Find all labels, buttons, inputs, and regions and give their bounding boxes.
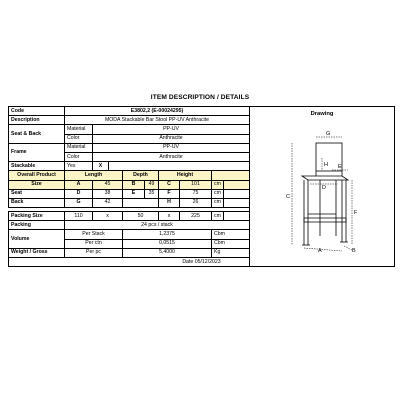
volume-label: Volume [9, 230, 65, 248]
weight-label: Weight / Gross [9, 248, 65, 257]
stool-drawing [272, 128, 372, 253]
description-label: Description [9, 116, 65, 125]
frame-color: Anthracite [93, 152, 250, 161]
stackable-label: Stackable [9, 162, 65, 171]
per-stack-value: 1,2375 [123, 230, 212, 239]
seat-length-value: 38 [93, 189, 123, 198]
frame-material: PP-UV [93, 143, 250, 152]
seat-blank [224, 189, 250, 198]
length-value: 45 [93, 180, 123, 189]
letter-c: C [286, 194, 290, 200]
seat-unit: cm [212, 189, 224, 198]
code-label: Code [9, 107, 65, 116]
per-pc-label: Per pc [65, 248, 123, 257]
packing-label: Packing [9, 221, 65, 230]
seat-height-value: 75 [180, 189, 212, 198]
back-label: Back [9, 198, 65, 207]
code-value: E3802,2 (E-00024295) [65, 107, 250, 116]
overall-header: Overall Product [9, 171, 65, 180]
height-header: Height [159, 171, 212, 180]
date-row [9, 258, 395, 267]
description-value: MODA Stackable Bar Stool PP-UV Anthracite [65, 116, 250, 125]
letter-a-cell: A [65, 180, 93, 189]
dim-line-a [304, 248, 342, 251]
code-row [9, 107, 395, 116]
depth-header: Depth [123, 171, 159, 180]
per-stack-label: Per Stack [65, 230, 123, 239]
letter-e-cell: E [123, 189, 145, 198]
letter-a: A [318, 248, 322, 253]
stackable-mark: X [93, 162, 109, 171]
overall-unit: cm [212, 180, 224, 189]
height-value: 101 [180, 180, 212, 189]
length-header: Length [65, 171, 123, 180]
letter-c-cell: C [159, 180, 180, 189]
sheet-title: ITEM DESCRIPTION / DETAILS [150, 94, 250, 101]
letter-b: B [352, 248, 356, 253]
packing-size-blank [224, 212, 250, 221]
packing-x2: x [159, 212, 180, 221]
per-stack-unit: Cbm [212, 230, 250, 239]
depth-value: 49 [145, 180, 159, 189]
letter-h-cell: H [159, 198, 180, 207]
overall-blank [224, 180, 250, 189]
seat-back-material: PP-UV [93, 125, 250, 134]
per-ctn-value: 0,0515 [123, 239, 212, 248]
spec-table [8, 106, 395, 267]
letter-d: D [322, 185, 326, 191]
packing-height: 225 [180, 212, 212, 221]
seat-label: Seat [9, 189, 65, 198]
back-height-value: 26 [180, 198, 212, 207]
packing-length: 110 [65, 212, 93, 221]
letter-f-cell: F [159, 189, 180, 198]
letter-g-cell: G [65, 198, 93, 207]
seat-shape [302, 176, 348, 180]
per-ctn-unit: Cbm [212, 239, 250, 248]
date-text: Date 05/12/2023 [9, 258, 395, 267]
packing-size-label: Packing Size [9, 212, 65, 221]
back-length-value: 42 [93, 198, 123, 207]
stackable-blank [109, 162, 250, 171]
letter-b-cell: B [123, 180, 145, 189]
back-depth-blank [123, 198, 159, 207]
stackable-yes-label: Yes [65, 162, 93, 171]
letter-f: F [354, 210, 358, 216]
seat-back-material-label: Material [65, 125, 93, 134]
packing-width: 50 [123, 212, 159, 221]
seat-back-label: Seat & Back [9, 125, 65, 143]
footrest-shape [304, 218, 346, 222]
seat-back-color: Anthracite [93, 134, 250, 143]
packing-x1: x [93, 212, 123, 221]
seat-depth-value: 35 [145, 189, 159, 198]
letter-h: H [324, 162, 328, 168]
letter-e: E [338, 164, 342, 170]
back-blank [224, 198, 250, 207]
frame-material-label: Material [65, 143, 93, 152]
per-ctn-label: Per ctn [65, 239, 123, 248]
letter-d-cell: D [65, 189, 93, 198]
weight-value: 5,4000 [123, 248, 212, 257]
seat-back-color-label: Color [65, 134, 93, 143]
letter-g: G [326, 131, 331, 137]
dim-line-b [344, 246, 352, 250]
frame-label: Frame [9, 143, 65, 161]
packing-value: 24 pcs / stack [65, 221, 250, 230]
weight-unit: Kg [212, 248, 250, 257]
overall-size-label: Size [9, 180, 65, 189]
drawing-cell [250, 107, 395, 267]
drawing-label: Drawing [310, 111, 334, 117]
packing-unit: cm [212, 212, 224, 221]
frame-color-label: Color [65, 152, 93, 161]
overall-header-blank [212, 171, 250, 180]
back-unit: cm [212, 198, 224, 207]
